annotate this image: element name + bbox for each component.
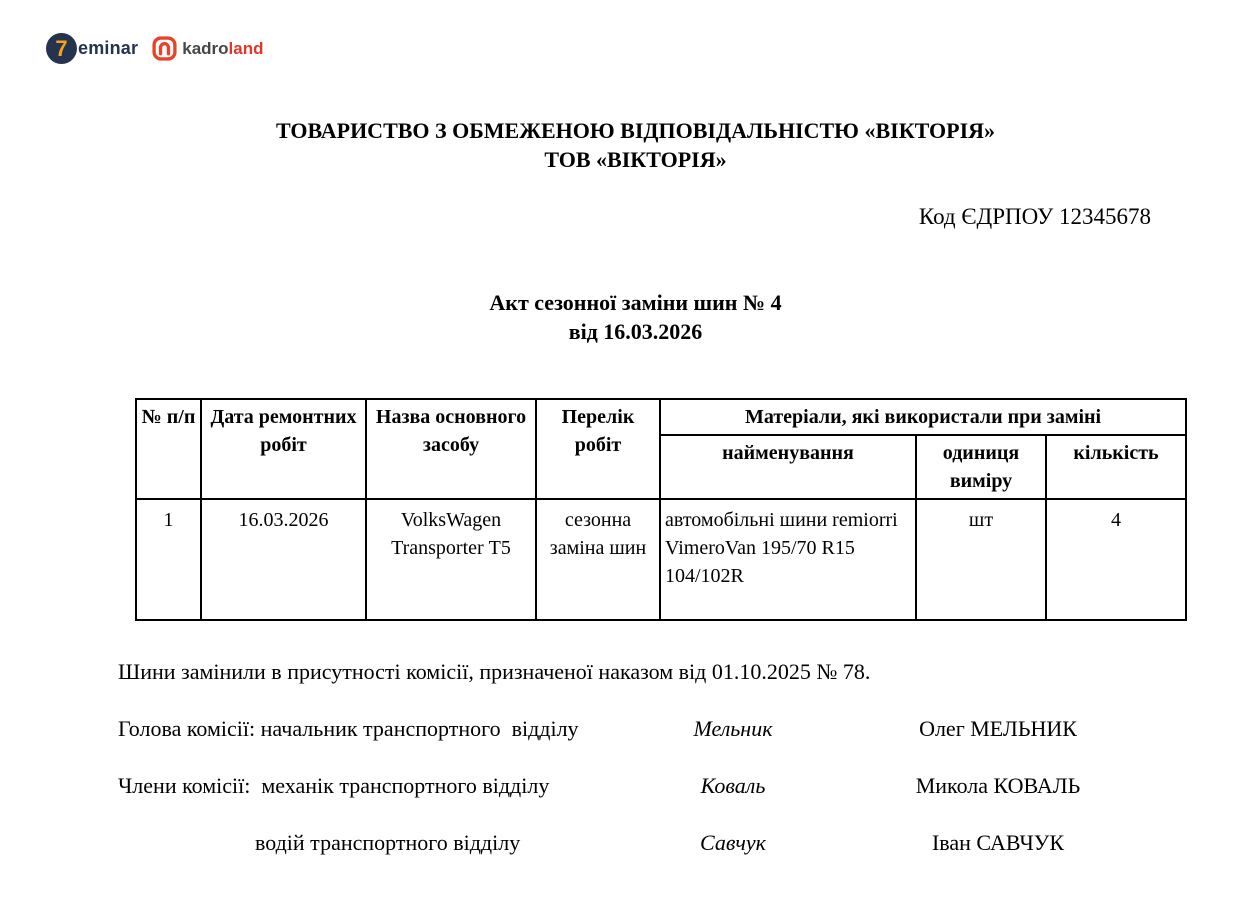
commission-note: Шини замінили в присутності комісії, призначеної наказом від 01.10.2025 № 78. <box>118 659 871 685</box>
col-header-qty: кількість <box>1046 435 1186 499</box>
cell-works: сезонна заміна шин <box>536 499 660 620</box>
signature-role: Голова комісії: начальник транспортного відділу <box>118 716 579 742</box>
company-name-short: ТОВ «ВІКТОРІЯ» <box>544 147 727 173</box>
company-name-full: ТОВАРИСТВО З ОБМЕЖЕНОЮ ВІДПОВІДАЛЬНІСТЮ «ВІКТОРІЯ» <box>275 118 996 143</box>
cell-date: 16.03.2026 <box>201 499 366 620</box>
signature-row-head <box>118 716 1153 742</box>
col-header-material-name: найменування <box>660 435 916 499</box>
cell-num: 1 <box>136 499 201 620</box>
signature-handwriting: Мельник <box>693 716 773 742</box>
signature-fullname: Іван САВЧУК <box>931 830 1065 856</box>
land-text: land <box>228 38 264 58</box>
signature-role: Члени комісії: механік транспортного відділу <box>118 773 550 799</box>
seven-digit: 7 <box>55 35 68 61</box>
document-title <box>118 288 1153 346</box>
signature-role: водій транспортного відділу <box>255 830 521 856</box>
cell-material-name: автомобільні шини remiorri VimeroVan 195/70 R15 104/102R <box>660 499 916 620</box>
table-row <box>136 499 1186 620</box>
col-header-materials: Матеріали, які використали при заміні <box>660 399 1186 435</box>
signature-handwriting: Коваль <box>700 773 766 799</box>
company-title <box>118 116 1153 174</box>
logo-bar <box>46 33 1153 64</box>
cell-asset: VolksWagen Transporter Т5 <box>366 499 536 620</box>
act-title-line1: Акт сезонної заміни шин № 4 <box>489 290 782 316</box>
act-title-line2: від 16.03.2026 <box>568 319 703 345</box>
col-header-asset: Назва основного засобу <box>366 399 536 499</box>
cell-unit: шт <box>916 499 1046 620</box>
cell-qty: 4 <box>1046 499 1186 620</box>
col-header-num: № п/п <box>136 399 201 499</box>
edrpou-code: Код ЄДРПОУ 12345678 <box>918 204 1151 230</box>
signature-row-member-2 <box>118 830 1153 856</box>
table-header-row-1 <box>136 399 1186 435</box>
kadroland-wordmark <box>182 39 263 59</box>
col-header-unit: одиниця виміру <box>916 435 1046 499</box>
kadro-text: kadro <box>182 38 229 58</box>
signature-row-member-1 <box>118 773 1153 799</box>
signature-fullname: Олег МЕЛЬНИК <box>919 716 1077 742</box>
col-header-works: Перелік робіт <box>536 399 660 499</box>
tire-replacement-table <box>135 398 1187 621</box>
seminar-logo <box>46 33 138 64</box>
col-header-date: Дата ремонтних робіт <box>201 399 366 499</box>
seminar-seven-icon <box>46 33 77 64</box>
seminar-wordmark: eminar <box>78 38 139 58</box>
kadroland-house-icon <box>152 36 177 61</box>
kadroland-logo <box>152 36 263 61</box>
signature-handwriting: Савчук <box>700 830 766 856</box>
signature-fullname: Микола КОВАЛЬ <box>915 773 1081 799</box>
